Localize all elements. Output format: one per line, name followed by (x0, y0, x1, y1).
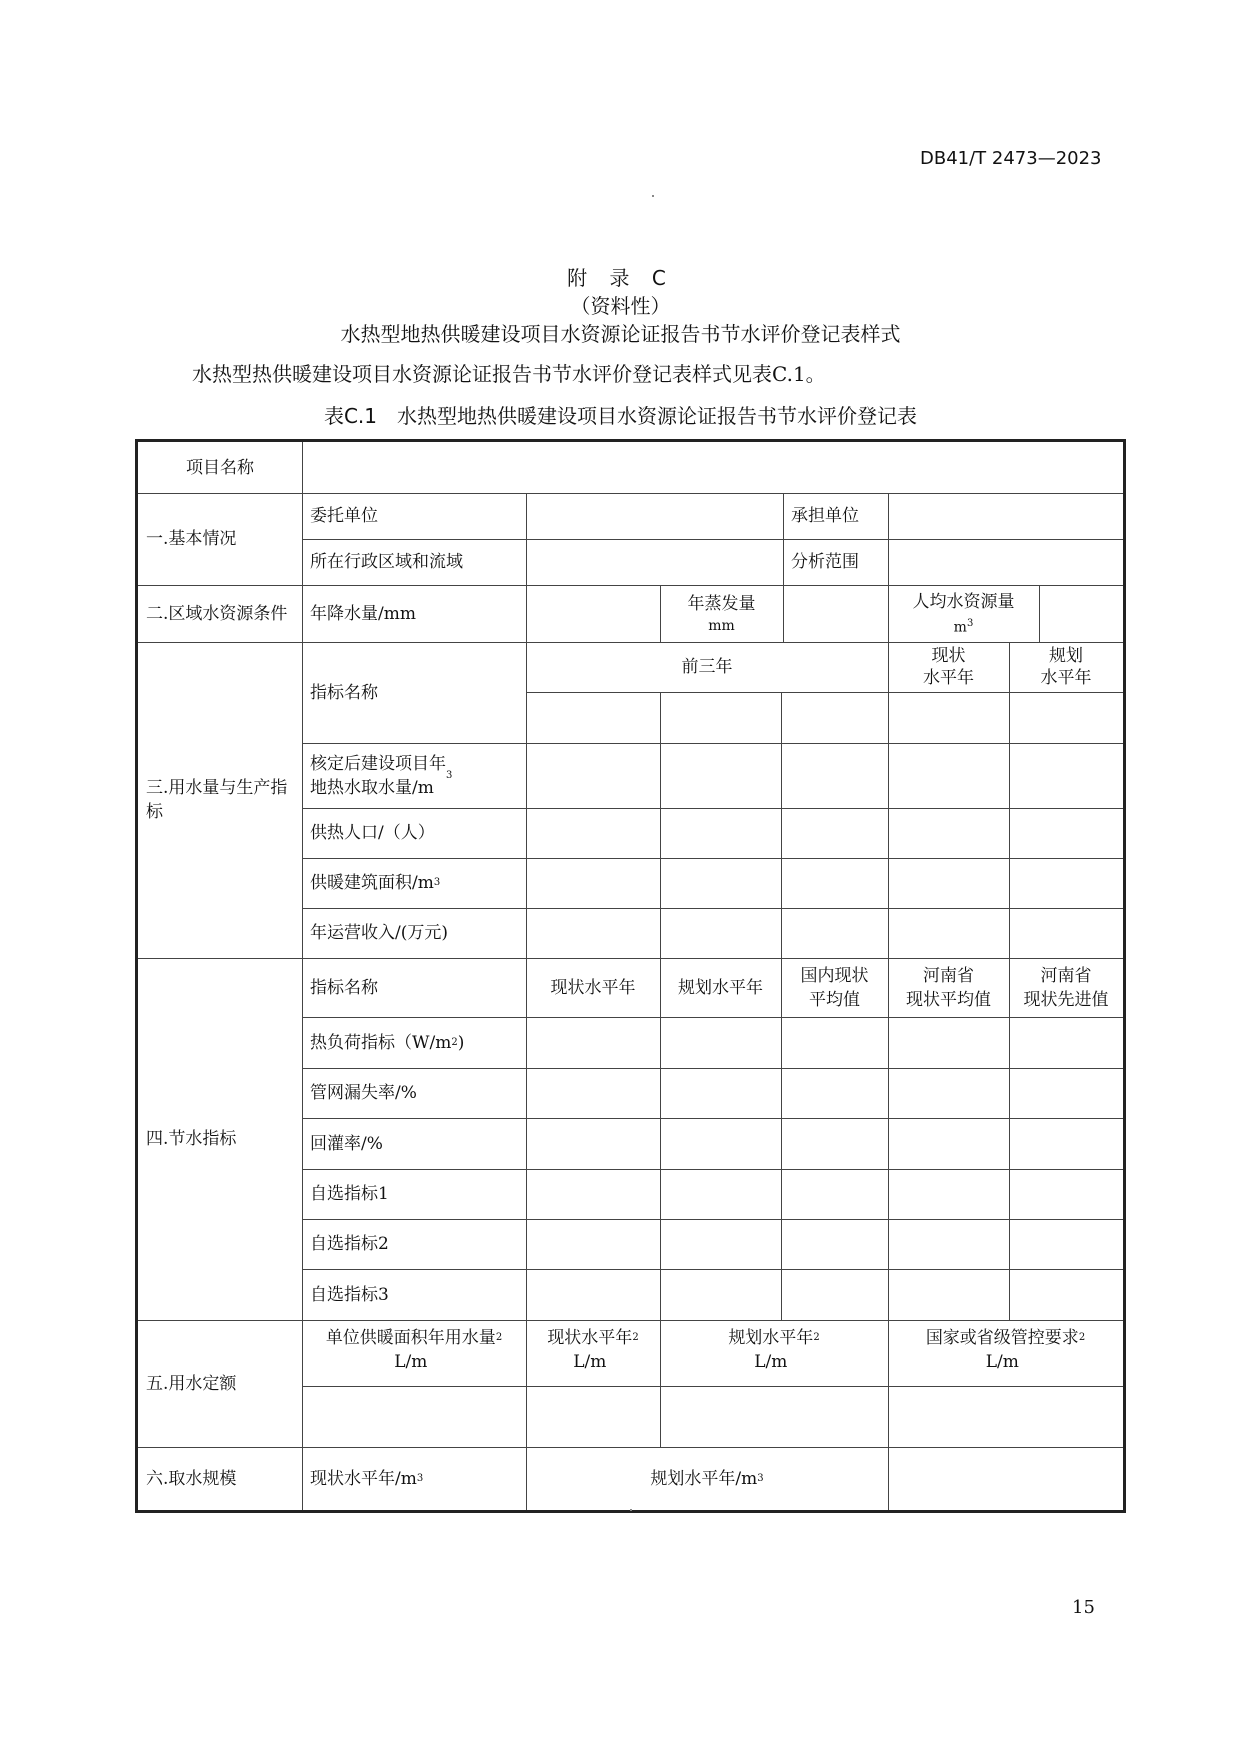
unit-superscript: 3 (446, 769, 453, 781)
per-capita-unit (954, 614, 974, 638)
row-text: 规划水平年/m (650, 1468, 758, 1489)
grid-line (526, 692, 1123, 693)
current-level-year-header: 现状 水平年 (923, 646, 974, 688)
annual-revenue-label: 年运营收入/(万元) (310, 923, 448, 943)
indicator-name-header: 指标名称 (310, 682, 378, 703)
row-text: 现状水平年/m (310, 1468, 417, 1489)
header-text: 现状水平年 L/m (547, 1328, 633, 1372)
unit-superscript: 2 (495, 1332, 503, 1343)
pipe-leakage-label: 管网漏失率/% (310, 1083, 417, 1103)
reinjection-rate-label: 回灌率/% (310, 1133, 383, 1154)
unit-superscript: 3 (433, 877, 441, 888)
section-water-use-label: 三.用水量与生产指标 (146, 778, 288, 822)
annual-precipitation-label: 年降水量/mm (310, 603, 416, 624)
appendix-title: 附 录 C (567, 266, 674, 290)
table-caption: 表C.1 水热型地热供暖建设项目水资源论证报告书节水评价登记表 (323, 404, 918, 428)
row-text: 核定后建设项目年 地热水取水量/m (310, 753, 446, 798)
unit-superscript: 3 (966, 617, 974, 629)
heat-load-indicator-label (302, 1017, 526, 1068)
unit-superscript: 2 (813, 1332, 820, 1343)
optional-indicator-1-label: 自选指标1 (310, 1184, 389, 1204)
admin-region-label: 所在行政区域和流域 (310, 552, 463, 572)
row-text: 供暖建筑面积/m (310, 873, 434, 893)
per-capita-text: 人均水资源量 (912, 591, 1015, 612)
indicator-name-header: 指标名称 (310, 977, 378, 998)
grid-line (783, 585, 784, 642)
planned-level-year-header: 规划水平年 (678, 977, 763, 998)
grid-line (888, 493, 889, 585)
quota-current-year-header (526, 1320, 660, 1386)
project-name-label: 项目名称 (186, 457, 254, 478)
current-level-year-header: 现状水平年 (550, 977, 636, 998)
control-requirement-header (888, 1320, 1123, 1386)
section-water-quota-label: 五.用水定额 (146, 1373, 237, 1394)
registration-table (135, 439, 1126, 1513)
quota-planned-year-header (660, 1320, 888, 1386)
grid-line (526, 493, 527, 585)
header-text: 规划水平年 L/m (728, 1328, 814, 1372)
verified-water-intake-label (302, 743, 526, 808)
unit-superscript: 3 (757, 1472, 764, 1484)
unit-superscript: 2 (451, 1036, 458, 1048)
row-suffix: ) (457, 1032, 465, 1053)
header-text: 国家或省级管控要求 L/m (925, 1328, 1079, 1372)
appendix-heading: 水热型地热供暖建设项目水资源论证报告书节水评价登记表样式 (340, 322, 901, 346)
grid-line (526, 585, 527, 642)
scan-dot (630, 1509, 632, 1511)
unit-superscript: 2 (632, 1332, 639, 1343)
section-water-saving-label: 四.节水指标 (146, 1129, 237, 1149)
grid-line (1039, 585, 1040, 642)
evaporation-unit: mm (708, 617, 735, 634)
appendix-nature: （资料性） (570, 294, 671, 318)
previous-three-years-header: 前三年 (681, 657, 733, 677)
page-number: 15 (1072, 1597, 1095, 1618)
henan-advanced-header: 河南省 现状先进值 (1023, 965, 1109, 1010)
scan-dot (652, 195, 654, 197)
evaporation-text: 年蒸发量 (687, 593, 756, 614)
per-capita-water-label (888, 585, 1039, 642)
unit-text: m (953, 619, 967, 636)
unit-superscript: 3 (416, 1472, 424, 1484)
intake-current-year-label (302, 1447, 526, 1510)
intro-paragraph: 水热型热供暖建设项目水资源论证报告书节水评价登记表样式见表C.1。 (192, 362, 826, 386)
planned-level-year-header: 规划 水平年 (1040, 646, 1092, 688)
optional-indicator-3-label: 自选指标3 (310, 1284, 389, 1305)
section-intake-scale-label: 六.取水规模 (146, 1468, 237, 1489)
analysis-scope-label: 分析范围 (791, 552, 859, 572)
section-water-resource-label: 二.区域水资源条件 (146, 603, 288, 624)
row-text: 热负荷指标（W/m (310, 1032, 452, 1053)
annual-water-per-area-header (302, 1320, 526, 1386)
header-text: 单位供暖面积年用水量 L/m (325, 1328, 496, 1372)
grid-line (302, 1386, 1123, 1387)
annual-evaporation-label (660, 585, 783, 642)
henan-average-header: 河南省 现状平均值 (906, 965, 991, 1010)
intake-planned-year-label (526, 1447, 888, 1510)
section-basic-info-label: 一.基本情况 (146, 529, 237, 549)
grid-line (660, 692, 661, 958)
heating-population-label: 供热人口/（人） (310, 823, 435, 843)
grid-line (781, 692, 782, 958)
unit-superscript: 2 (1078, 1332, 1086, 1343)
document-code: DB41/T 2473—2023 (920, 148, 1102, 169)
undertaker-unit-label: 承担单位 (791, 506, 859, 526)
heating-area-label (302, 858, 526, 908)
client-unit-label: 委托单位 (310, 506, 378, 526)
optional-indicator-2-label: 自选指标2 (310, 1234, 389, 1254)
domestic-average-header: 国内现状 平均值 (800, 965, 869, 1010)
